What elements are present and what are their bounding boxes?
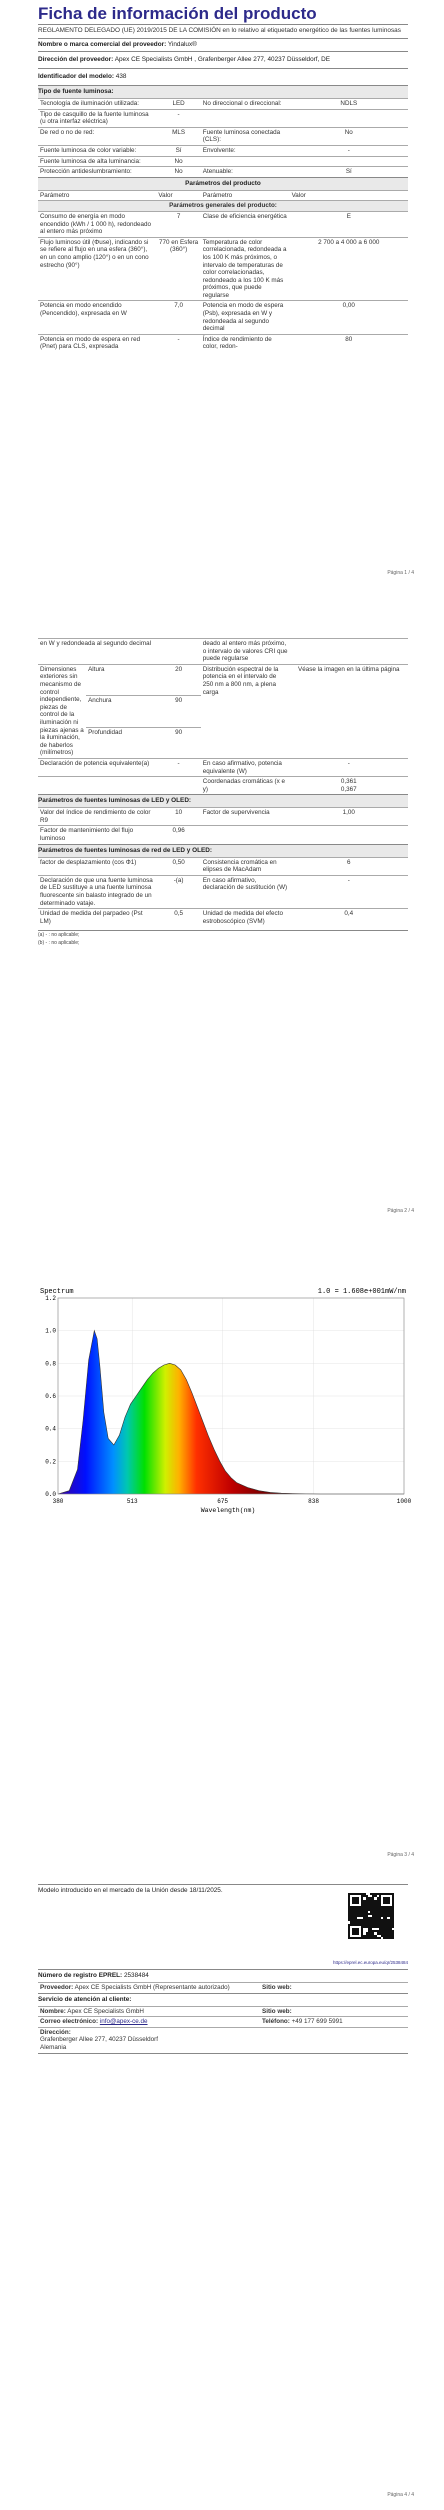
general-value-2: E (290, 211, 408, 237)
model-row (38, 68, 408, 85)
led-row (38, 808, 408, 826)
dimension-value: 90 (156, 696, 200, 728)
led-label: Factor de mantenimiento del flujo luminoso (38, 826, 156, 844)
spectrum-chart (38, 1284, 412, 1514)
document-title: Ficha de información del producto (38, 4, 317, 23)
type-label-2: No direccional o direccional: (201, 99, 290, 110)
spectrum-area (58, 1331, 404, 1494)
web-cell: Sitio web: (260, 1983, 408, 1993)
type-value: - (156, 109, 200, 127)
equivalent-label (38, 777, 156, 795)
type-row (38, 145, 408, 156)
equivalent-label: Declaración de potencia equivalente(a) (38, 758, 156, 776)
model-label: Identificador del modelo: (38, 73, 114, 80)
equivalent-value (156, 777, 200, 795)
eprel-label: Número de registro EPREL: (38, 1972, 123, 1979)
led-label-2: Factor de supervivencia (201, 808, 290, 826)
page-number-1: Página 1 / 4 (387, 570, 414, 576)
mains-value-2: 6 (290, 857, 408, 875)
market-text: Modelo introducido en el mercado de la Unión desde 18/11/2025. (38, 1887, 223, 1894)
mains-value-2: - (290, 875, 408, 908)
eprel-url[interactable]: https://eprel.ec.europa.eu/qr/2538484 (332, 1960, 408, 1965)
chart-annotation: 1.0 = 1.608e+001mW/nm (317, 1288, 406, 1296)
x-tick-label: 838 (308, 1498, 319, 1505)
phone-cell: Teléfono: +49 177 699 5991 (260, 2017, 408, 2028)
service-header: Servicio de atención al cliente: (38, 1993, 408, 2006)
market-row (38, 1884, 408, 1969)
y-tick-label: 0.8 (45, 1360, 56, 1368)
type-value: No (156, 156, 200, 167)
brand-label: Nombre o marca comercial del proveedor: (38, 41, 167, 48)
dimensions-label: Dimensiones exteriores sin mecanismo de control independiente, piezas de control de la iluminación ni piezas ajenas a la iluminación, de haberlos (milímetros) (38, 664, 86, 758)
col-param-2: Parámetro (201, 190, 290, 201)
general-label: Potencia en modo de espera en red (Pnet) para CLS, expresada (38, 334, 156, 352)
dimension-name: Altura (86, 664, 156, 696)
footnote-a: (a) - : no aplicable; (38, 932, 80, 939)
dimension-row (38, 664, 408, 696)
general-label: Potencia en modo encendido (Pencendido), expresada en W (38, 301, 156, 334)
spectral-label: Distribución espectral de la potencia en el intervalo de 250 nm a 800 nm, a plena carga (201, 664, 290, 758)
sheet-page-1 (38, 4, 408, 352)
spectrum-chart-box (38, 1284, 412, 1514)
spectral-value: Véase la imagen en la última página (290, 664, 408, 758)
params-table (38, 190, 408, 352)
equivalent-row (38, 758, 408, 776)
email-cell: Correo electrónico: info@apex-ce.de (38, 2017, 260, 2028)
dir-cell: Dirección: Grafenberger Allee 277, 40237 Düsseldorf Alemania (38, 2027, 408, 2053)
type-value-2 (290, 109, 408, 127)
dimensions-table (38, 664, 408, 758)
dimension-name: Profundidad (86, 728, 156, 758)
x-tick-label: 380 (52, 1498, 64, 1505)
mains-label: Declaración de que una fuente luminosa de LED sustituye a una fuente luminosa fluorescente sin balasto integrado de un determinado vataje. (38, 875, 156, 908)
y-tick-label: 0.0 (45, 1491, 56, 1498)
led-row (38, 826, 408, 844)
x-tick-label: 513 (126, 1498, 138, 1505)
address-value: Apex CE Specialists GmbH , Grafenberger Allee 277, 40237 Düsseldorf, DE (114, 56, 330, 63)
type-row (38, 127, 408, 145)
y-tick-label: 0.4 (45, 1425, 56, 1433)
general-row (38, 211, 408, 237)
type-value: Sí (156, 145, 200, 156)
type-label: Tecnología de iluminación utilizada: (38, 99, 156, 110)
service-table (38, 2006, 408, 2054)
y-tick-label: 1.2 (45, 1295, 56, 1302)
type-header: Tipo de fuente luminosa: (38, 85, 408, 98)
supplier-table (38, 1982, 408, 1993)
general-row (38, 334, 408, 352)
type-value: MLS (156, 127, 200, 145)
y-tick-label: 0.2 (45, 1458, 56, 1466)
params-col-header-row (38, 190, 408, 201)
col-param-1: Parámetro (38, 190, 156, 201)
dir-line1: Grafenberger Allee 277, 40237 Düsseldorf (40, 2036, 158, 2044)
footnotes (38, 930, 408, 947)
name-cell: Nombre: Apex CE Specialists GmbH (38, 2006, 260, 2017)
type-label-2: Fuente luminosa conectada (CLS): (201, 127, 290, 145)
general-label-2: Clase de eficiencia energética (201, 211, 290, 237)
chart-title: Spectrum (40, 1288, 74, 1296)
dimension-value: 90 (156, 728, 200, 758)
web2-cell: Sitio web: (260, 2006, 408, 2017)
led-label: Valor del índice de rendimiento de color R9 (38, 808, 156, 826)
type-label-2: Atenuable: (201, 167, 290, 177)
led-value: 0,96 (156, 826, 200, 844)
brand-value: Yindalux® (167, 41, 197, 48)
continued-label-2: deado al entero más próximo, o intervalo de valores CRI que puede regularse (201, 639, 290, 664)
continued-row (38, 639, 408, 664)
mains-label-2: Consistencia cromática en elipses de MacAdam (201, 857, 290, 875)
name-value: Apex CE Specialists GmbH (67, 2007, 144, 2015)
led-value-2: 1,00 (290, 808, 408, 826)
supplier-cell: Proveedor: Apex CE Specialists GmbH (Representante autorizado) (38, 1983, 260, 1993)
type-label: Protección antideslumbramiento: (38, 167, 156, 177)
params-header: Parámetros del producto (38, 177, 408, 190)
type-row (38, 99, 408, 110)
general-row (38, 237, 408, 301)
general-label-2: Índice de rendimiento de color, redon- (201, 334, 290, 352)
address-label: Dirección del proveedor: (38, 56, 114, 63)
general-value: 7 (156, 211, 200, 237)
sheet-page-4 (38, 1884, 408, 2054)
general-value: 7,0 (156, 301, 200, 334)
mains-label: factor de desplazamiento (cos Φ1) (38, 857, 156, 875)
mains-row (38, 909, 408, 927)
led-label-2 (201, 826, 290, 844)
equivalent-row (38, 777, 408, 795)
continued-label: en W y redondeada al segundo decimal (38, 639, 156, 664)
general-row (38, 301, 408, 334)
page-number-2: Página 2 / 4 (387, 1208, 414, 1214)
eprel-row (38, 1969, 408, 1982)
type-row (38, 156, 408, 167)
mains-value-2: 0,4 (290, 909, 408, 927)
type-label: De red o no de red: (38, 127, 156, 145)
mains-value: 0,50 (156, 857, 200, 875)
type-table (38, 98, 408, 177)
general-value-2: 2 700 a 4 000 a 6 000 (290, 237, 408, 301)
general-label-2: Temperatura de color correlacionada, redondeada a los 100 K más próximos, o intervalo de temperaturas de color correlacionadas, redondeado a los 100 K más próximos, que puede regularse (201, 237, 290, 301)
type-label-2 (201, 109, 290, 127)
type-label: Tipo de casquillo de la fuente luminosa (u otra interfaz eléctrica) (38, 109, 156, 127)
y-tick-label: 1.0 (45, 1327, 56, 1335)
type-value-2: NDLS (290, 99, 408, 110)
type-label: Fuente luminosa de color variable: (38, 145, 156, 156)
x-tick-label: 1000 (396, 1498, 412, 1505)
mains-value: 0,5 (156, 909, 200, 927)
led-value: 10 (156, 808, 200, 826)
general-header: Parámetros generales del producto: (38, 201, 408, 212)
mains-label-2: En caso afirmativo, declaración de sustitución (W) (201, 875, 290, 908)
type-value: LED (156, 99, 200, 110)
phone-value: +49 177 699 5991 (291, 2018, 343, 2026)
brand-row (38, 38, 408, 51)
type-row (38, 167, 408, 177)
type-value-2 (290, 156, 408, 167)
address-row (38, 51, 408, 68)
page-3 (0, 1262, 444, 1862)
page-4 (0, 1880, 444, 2510)
email-link[interactable]: info@apex-ce.de (99, 2018, 148, 2026)
col-value-1: Valor (156, 190, 200, 201)
led-value-2 (290, 826, 408, 844)
mains-row (38, 857, 408, 875)
page-1 (0, 0, 444, 610)
continued-value (156, 639, 200, 664)
general-value-2: 80 (290, 334, 408, 352)
y-tick-label: 0.6 (45, 1393, 56, 1400)
dir-line2: Alemania (40, 2043, 67, 2051)
equivalent-value-2: - (290, 758, 408, 776)
page-2 (0, 632, 444, 1232)
mains-row (38, 875, 408, 908)
mains-table (38, 857, 408, 927)
type-value-2: Sí (290, 167, 408, 177)
type-label-2: Envolvente: (201, 145, 290, 156)
dimension-value: 20 (156, 664, 200, 696)
x-tick-label: 675 (217, 1498, 229, 1505)
type-value: No (156, 167, 200, 177)
led-table (38, 807, 408, 843)
general-label: Consumo de energía en modo encendido (kWh / 1 000 h), redondeado al entero más próximo (38, 211, 156, 237)
general-label-2: Potencia en modo de espera (Psb), expresada en W y redondeada al segundo decimal (201, 301, 290, 334)
equivalent-table (38, 758, 408, 794)
general-label: Flujo luminoso útil (Φuse), indicando si se refiere al flujo en una esfera (360°), en un cono amplio (120°) o en un cono estrecho (90°) (38, 237, 156, 301)
general-value: - (156, 334, 200, 352)
sheet-page-2 (38, 638, 408, 947)
equivalent-value: - (156, 758, 200, 776)
model-value: 438 (115, 73, 127, 80)
dimension-name: Anchura (86, 696, 156, 728)
general-value-2: 0,00 (290, 301, 408, 334)
eprel-value: 2538484 (123, 1972, 149, 1979)
mains-value: -(a) (156, 875, 200, 908)
supplier-value: Apex CE Specialists GmbH (Representante autorizado) (74, 1984, 230, 1991)
type-label-2 (201, 156, 290, 167)
x-axis-label: Wavelength(nm) (200, 1507, 256, 1514)
type-row (38, 109, 408, 127)
mains-label-2: Unidad de medida del efecto estroboscópico (SVM) (201, 909, 290, 927)
mains-label: Unidad de medida del parpadeo (Pst LM) (38, 909, 156, 927)
page-number-3: Página 3 / 4 (387, 1852, 414, 1858)
type-value-2: No (290, 127, 408, 145)
mains-header: Parámetros de fuentes luminosas de red de LED y OLED: (38, 844, 408, 857)
type-label: Fuente luminosa de alta luminancia: (38, 156, 156, 167)
page-number-4: Página 4 / 4 (387, 2492, 414, 2498)
col-value-2: Valor (290, 190, 408, 201)
led-header: Parámetros de fuentes luminosas de LED y OLED: (38, 794, 408, 807)
type-value-2: - (290, 145, 408, 156)
equivalent-label-2: En caso afirmativo, potencia equivalente (W) (201, 758, 290, 776)
continued-value-2 (290, 639, 408, 664)
general-value: 770 en Esfera (360°) (156, 237, 200, 301)
equivalent-value-2: 0,361 0,367 (290, 777, 408, 795)
equivalent-label-2: Coordenadas cromáticas (x e y) (201, 777, 290, 795)
eprel-qr-code (348, 1893, 394, 1939)
footnote-b: (b) - : no aplicable; (38, 940, 80, 947)
regulation-subtitle: REGLAMENTO DELEGADO (UE) 2019/2015 DE LA COMISIÓN en lo relativo al etiquetado energético de las fuentes luminosas (38, 24, 408, 38)
continued-table (38, 638, 408, 664)
